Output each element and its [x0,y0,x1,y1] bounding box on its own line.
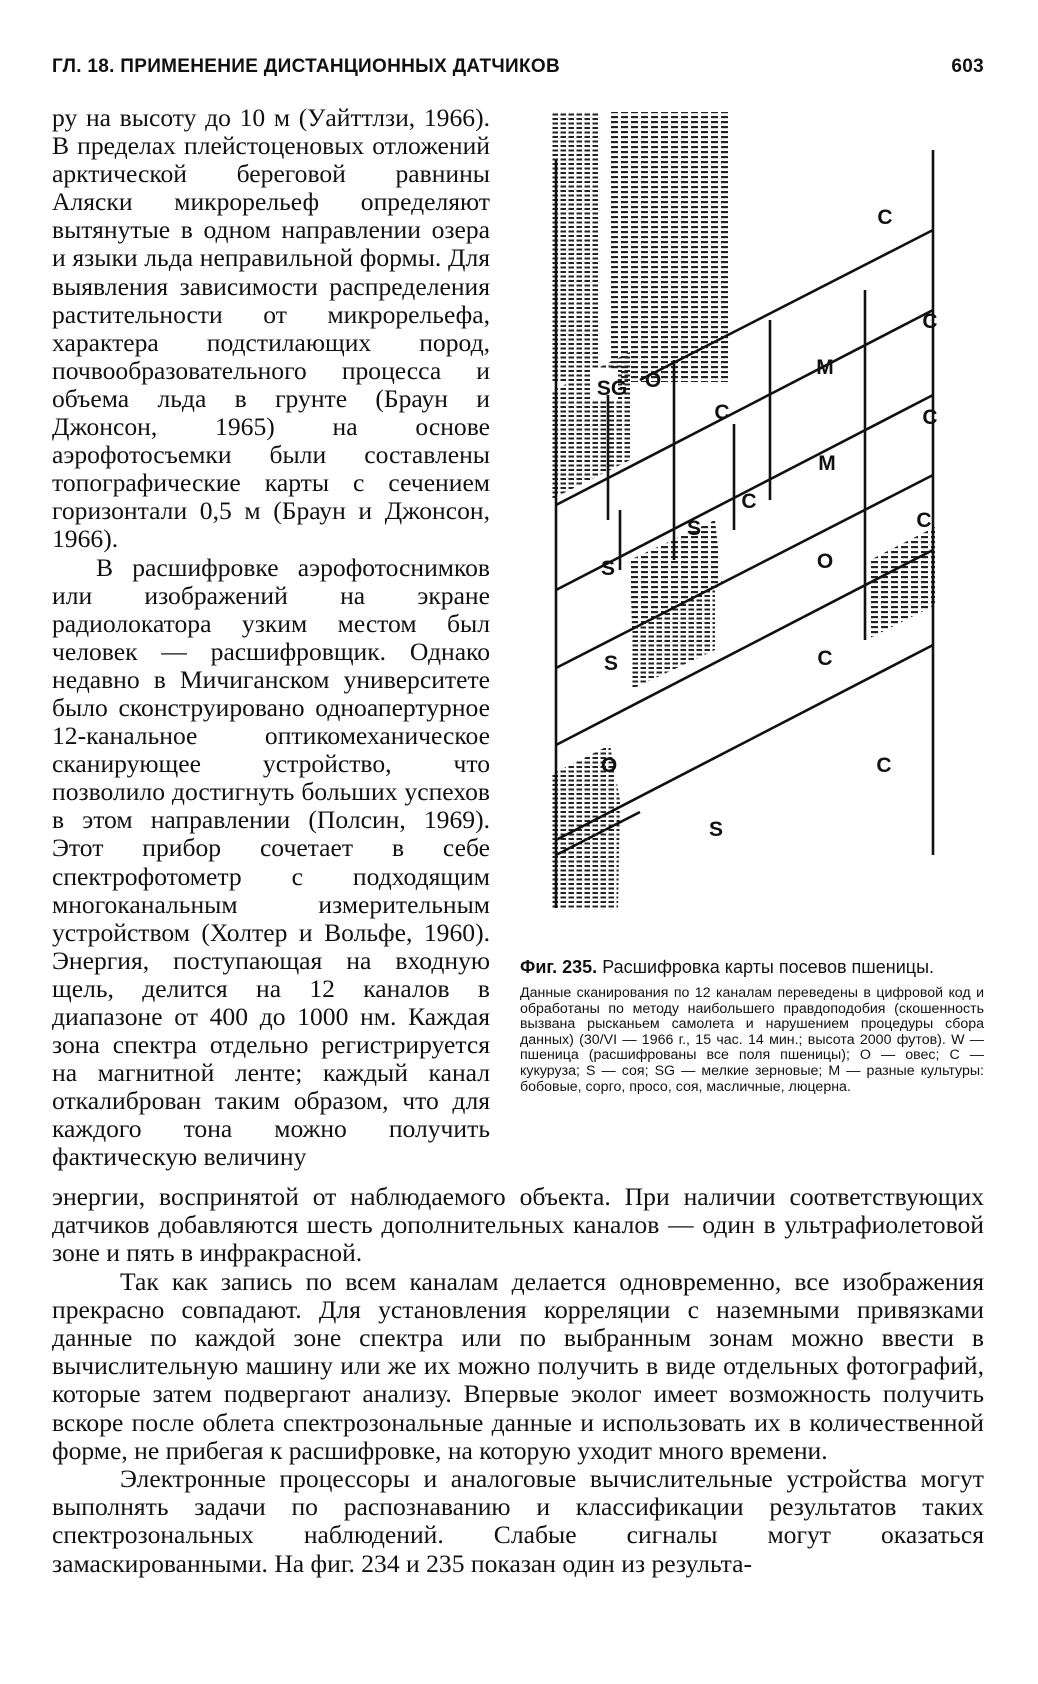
field-label: S [708,818,724,841]
field-label: C [817,647,833,670]
caption-title [520,956,984,978]
running-header [52,50,984,86]
wheat-area-right [870,527,935,638]
field-label: SG [596,377,628,400]
crop-map-diagram [550,112,984,948]
field-label: C [922,310,938,333]
field-label: M [818,452,836,475]
wheat-strip-top-mid [610,112,728,382]
figure-235-crop-map [550,112,984,948]
field-label: S [603,652,619,675]
field-label: C [876,754,892,777]
paragraph: энергии, воспринятой от наблюдаемого объекта. При наличии соответствующих датчиков добавляются шесть дополнительных каналов — один в ультрафиолетовой зоне и пять в инфракрасной. [52,1182,984,1268]
caption-title-text: Расшифровка карты посевов пшеницы. [602,957,935,977]
field-label: O [816,550,834,573]
caption-label: Фиг. 235. [520,957,598,977]
field-label: C [741,490,757,513]
paragraph: В расшифровке аэрофотоснимков или изображений на экране радиолокатора узким местом был человек — расшифровщик. Однако недавно в Мичиганском университете было сконструировано одноапертурное 12-канальное оптикомеханическое сканирующее устройство, что позволило достигнуть больших успехов в этом направлении (Полсин, 1969). Этот прибор сочетает в себе спектрофотометр с подходящим многоканальным измерительным устройством (Холтер и Вольфе, 1960). Энергия, поступающая на входную щель, делится на 12 каналов в диапазоне от 400 до 1000 нм. Каждая зона спектра отдельно регистрируется на магнитной ленте; каждый канал откалиброван таким образом, что для каждого тона можно получить фактическую величину [52,552,490,1172]
field-label: O [600,754,618,777]
field-label: M [816,356,834,379]
field-label: C [922,406,938,429]
page-number: 603 [951,56,984,77]
caption-body: Данные сканирования по 12 каналам переведены в цифровой код и обработаны по методу наибольшего правдоподобия (скошенность вызвана рысканьем самолета и нарушением процедуры сбора данных) (30/VI — 1966 г., 15 час. 14 мин.; высота 2000 футов). W — пшеница (расшифрованы все поля пшеницы); O — овес; C — кукуруза; S — соя; SG — мелкие зерновые; M — разные культуры: бобовые, сорго, просо, соя, масличные, люцерна. [520,985,984,1095]
paragraph: Электронные процессоры и аналоговые вычислительные устройства могут выполнять задачи по распознаванию и классификации результатов таких спектрозональных наблюдений. Слабые сигналы могут оказаться замаскированными. На фиг. 234 и 235 показан один из результа- [52,1464,984,1578]
paragraph: Так как запись по всем каналам делается одновременно, все изображения прекрасно совпадают. Для установления корреляции с наземными привязками данные по каждой зоне спектра или по выбранным зонам можно ввести в вычислительную машину или же их можно получить в виде отдельных фотографий, которые затем подвергают анализу. Впервые эколог имеет возможность получить вскоре после облета спектрозональные данные и использовать их в количественной форме, не прибегая к расшифровке, на которую уходит много времени. [52,1266,984,1465]
field-label: C [714,401,730,424]
field-label: C [877,206,893,229]
left-column-text [52,104,490,1172]
field-label: O [644,369,662,392]
full-width-text [52,1183,984,1578]
paragraph: ру на высоту до 10 м (Уайттлзи, 1966). В пределах плейстоценовых отложений арктической береговой равнины Аляски микрорельеф определяют вытянутые в одном направлении озера и языки льда неправильной формы. Для выявления зависимости распределения растительности от микрорельефа, характера подстилающих пород, почвообразовательного процесса и объема льда в грунте (Браун и Джонсон, 1965) на основе аэрофотосъемки были составлены топографические карты с сечением горизонтали 0,5 м (Браун и Джонсон, 1966). [52,103,490,554]
chapter-title: ГЛ. 18. ПРИМЕНЕНИЕ ДИСТАНЦИОННЫХ ДАТЧИКОВ [52,56,561,77]
field-label: C [916,509,932,532]
field-label: S [600,557,616,580]
figure-caption [520,956,984,1095]
field-label: S [686,517,702,540]
